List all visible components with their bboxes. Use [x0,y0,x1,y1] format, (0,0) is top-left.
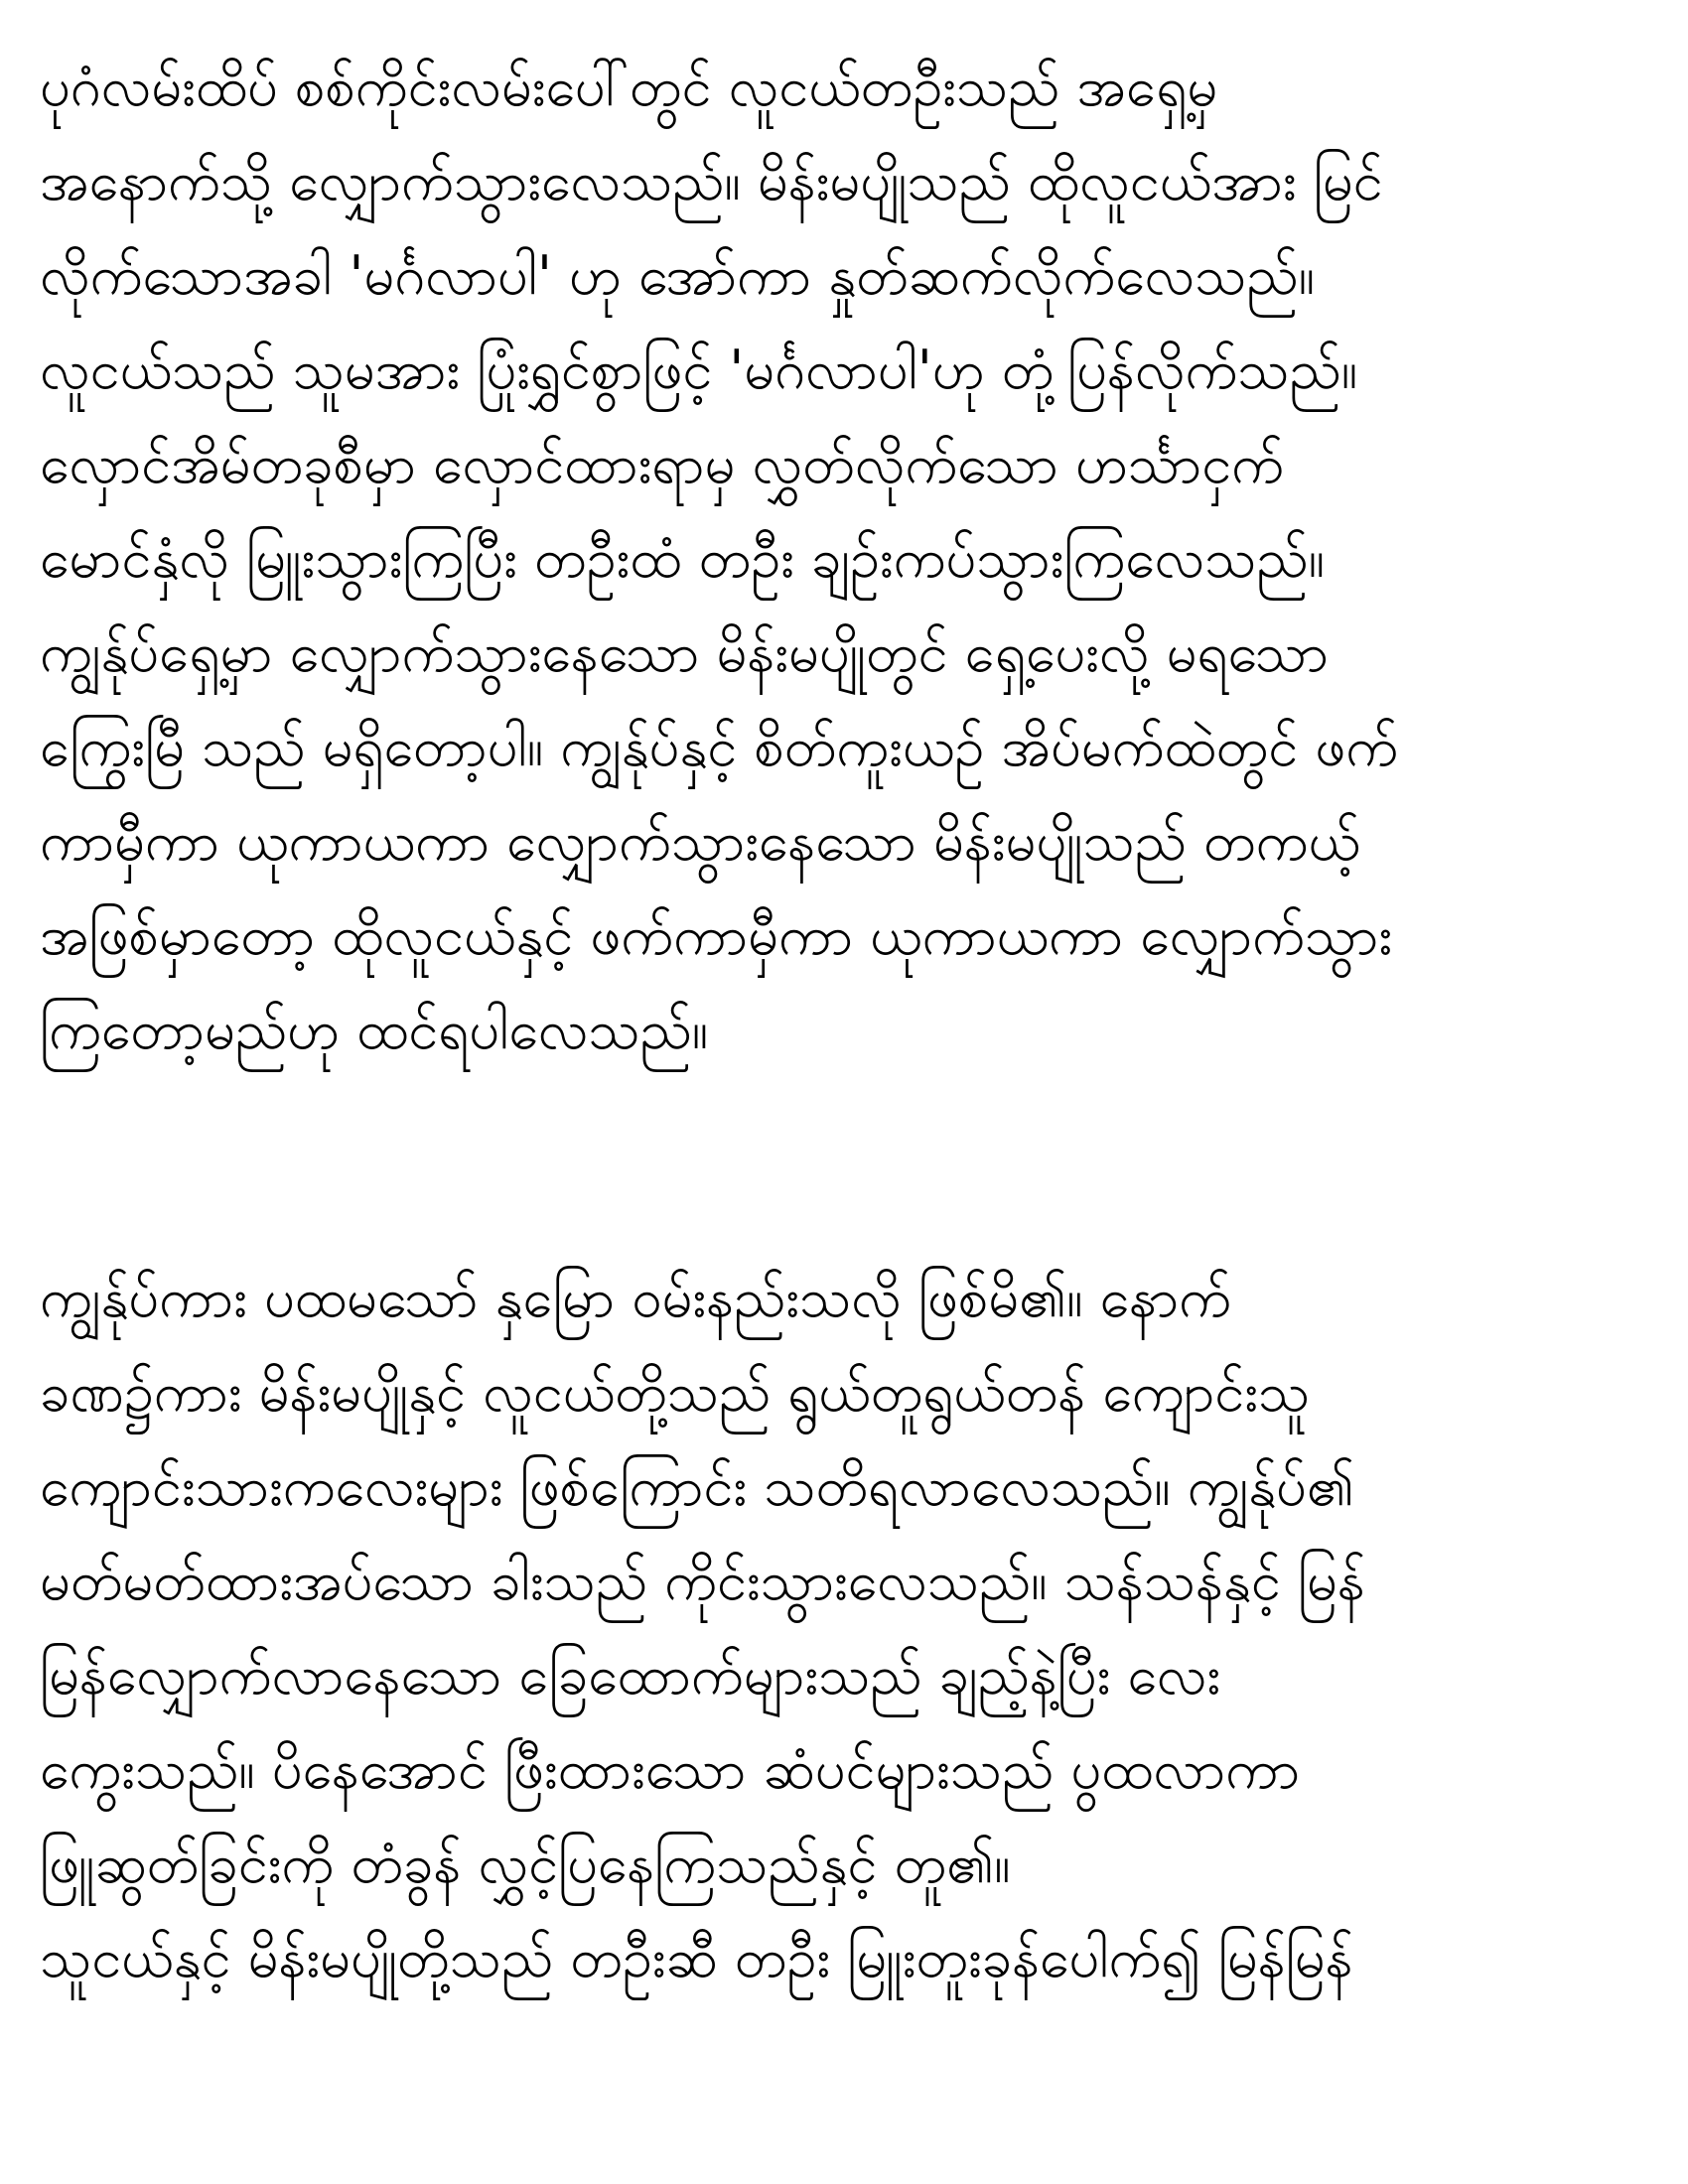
paragraph-line: ကြွေးမြီ သည် မရှိတော့ပါ။ ကျွန်ုပ်နှင့် စိတ်ကူးယဉ် အိပ်မက်ထဲတွင် ဖက် [40,716,1399,778]
paragraph-line: လူငယ်သည် သူမအား ပြုံးရွှင်စွာဖြင့် 'မင်္ဂလာပါ'ဟု တုံ့ပြန်လိုက်သည်။ [40,339,1358,401]
paragraph-line: သူငယ်နှင့် မိန်းမပျိုတို့သည် တဦးဆီ တဦး မြူးတူးခုန်ပေါက်၍ မြန်မြန် [40,1927,1353,1989]
paragraph-line: လိုက်သောအခါ 'မင်္ဂလာပါ' ဟု အော်ကာ နှုတ်ဆက်လိုက်လေသည်။ [40,244,1315,307]
paragraph-line: ပုဂံလမ်းထိပ် စစ်ကိုင်းလမ်းပေါ်တွင် လူငယ်တဦးသည် အရှေ့မှ [40,56,1218,118]
paragraph-line: မောင်နှံလို မြူးသွားကြပြီး တဦးထံ တဦး ချဉ်းကပ်သွားကြလေသည်။ [40,527,1325,590]
paragraph-line: မြန်လျှောက်လာနေသော ခြေထောက်များသည် ချည့်နဲ့ပြီး လေး [40,1644,1221,1706]
paragraph-line: ကျွန်ုပ်ကား ပထမသော် နှမြော ဝမ်းနည်းသလို ဖြစ်မိ၏။ နောက် [40,1267,1231,1329]
paragraph-line: ကျောင်းသားကလေးများ ဖြစ်ကြောင်း သတိရလာလေသည်။ ကျွန်ုပ်၏ [40,1455,1354,1518]
paragraph-1 [40,40,1658,1077]
paragraph-2 [40,1251,1658,2005]
paragraph-line: အနောက်သို့ လျှောက်သွားလေသည်။ မိန်းမပျိုသည် ထိုလူငယ်အား မြင် [40,150,1383,212]
paragraph-line: ကျွန်ုပ်ရှေ့မှာ လျှောက်သွားနေသော မိန်းမပျိုတွင် ရှေ့ပေးလို့ မရသော [40,621,1330,684]
paragraph-line: လှောင်အိမ်တခုစီမှာ လှောင်ထားရာမှ လွှတ်လိုက်သော ဟင်္သာငှက် [40,433,1284,495]
paragraph-line: မတ်မတ်ထားအပ်သော ခါးသည် ကိုင်းသွားလေသည်။ သန်သန်နှင့် မြန် [40,1550,1365,1612]
paragraph-line: ကွေးသည်။ ပိနေအောင် ဖြီးထားသော ဆံပင်များသည် ပွထလာကာ [40,1738,1301,1801]
paragraph-line: အဖြစ်မှာတော့ ထိုလူငယ်နှင့် ဖက်ကာမှီကာ ယုကာယကာ လျှောက်သွား [40,904,1393,967]
paragraph-line: ဖြူဆွတ်ခြင်းကို တံခွန် လွှင့်ပြနေကြသည်နှင့် တူ၏။ [40,1833,1011,1895]
paragraph-line: ကြတော့မည်ဟု ထင်ရပါလေသည်။ [40,999,709,1061]
paragraph-line: ကာမှီကာ ယုကာယကာ လျှောက်သွားနေသော မိန်းမပျိုသည် တကယ့် [40,810,1360,873]
paragraph-line: ခဏ၌ကား မိန်းမပျိုနှင့် လူငယ်တို့သည် ရွယ်တူရွယ်တန် ကျောင်းသူ [40,1361,1311,1424]
